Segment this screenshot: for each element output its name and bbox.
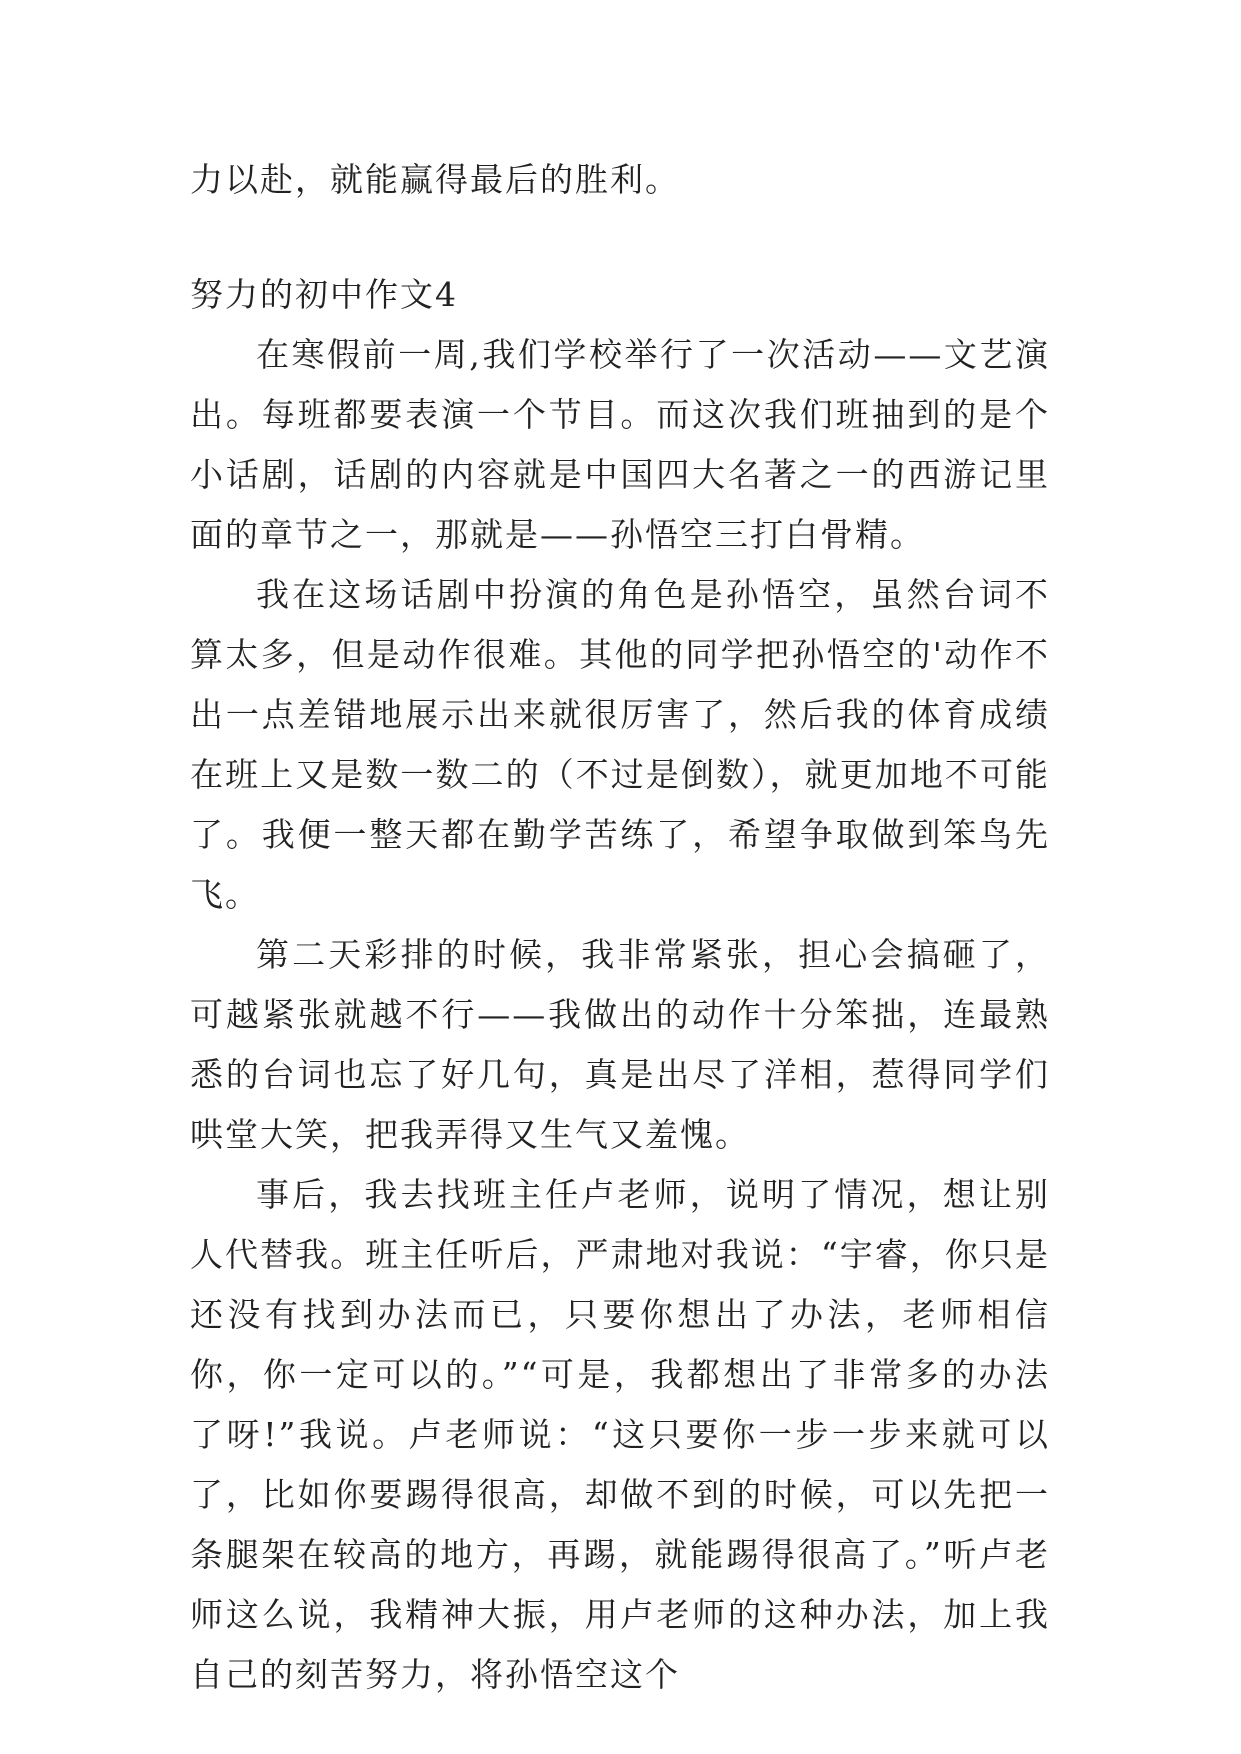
paragraph: 事后，我去找班主任卢老师，说明了情况，想让别人代替我。班主任听后，严肃地对我说：“宇睿，你只是还没有找到办法而已，只要你想出了办法，老师相信你，你一定可以的。”“可是，我都想出了非常多的办法了呀!”我说。卢老师说：“这只要你一步一步来就可以了，比如你要踢得很高，却做不到的时候，可以先把一条腿架在较高的地方，再踢，就能踢得很高了。”听卢老师这么说，我精神大振，用卢老师的这种办法，加上我自己的刻苦努力，将孙悟空这个 (190, 1175, 1050, 1694)
document-body (190, 150, 1050, 1705)
paragraph: 第二天彩排的时候，我非常紧张，担心会搞砸了，可越紧张就越不行——我做出的动作十分笨拙，连最熟悉的台词也忘了好几句，真是出尽了洋相，惹得同学们哄堂大笑，把我弄得又生气又羞愧。 (190, 935, 1050, 1154)
paragraph: 在寒假前一周,我们学校举行了一次活动——文艺演出。每班都要表演一个节目。而这次我们班抽到的是个小话剧，话剧的内容就是中国四大名著之一的西游记里面的章节之一，那就是——孙悟空三打白骨精。 (190, 335, 1050, 554)
carryover-line: 力以赴，就能赢得最后的胜利。 (190, 160, 680, 199)
paragraph: 我在这场话剧中扮演的角色是孙悟空，虽然台词不算太多，但是动作很难。其他的同学把孙悟空的'动作不出一点差错地展示出来就很厉害了，然后我的体育成绩在班上又是数一数二的（不过是倒数），就更加地不可能了。我便一整天都在勤学苦练了，希望争取做到笨鸟先飞。 (190, 575, 1050, 914)
section-title: 努力的初中作文4 (190, 275, 458, 314)
